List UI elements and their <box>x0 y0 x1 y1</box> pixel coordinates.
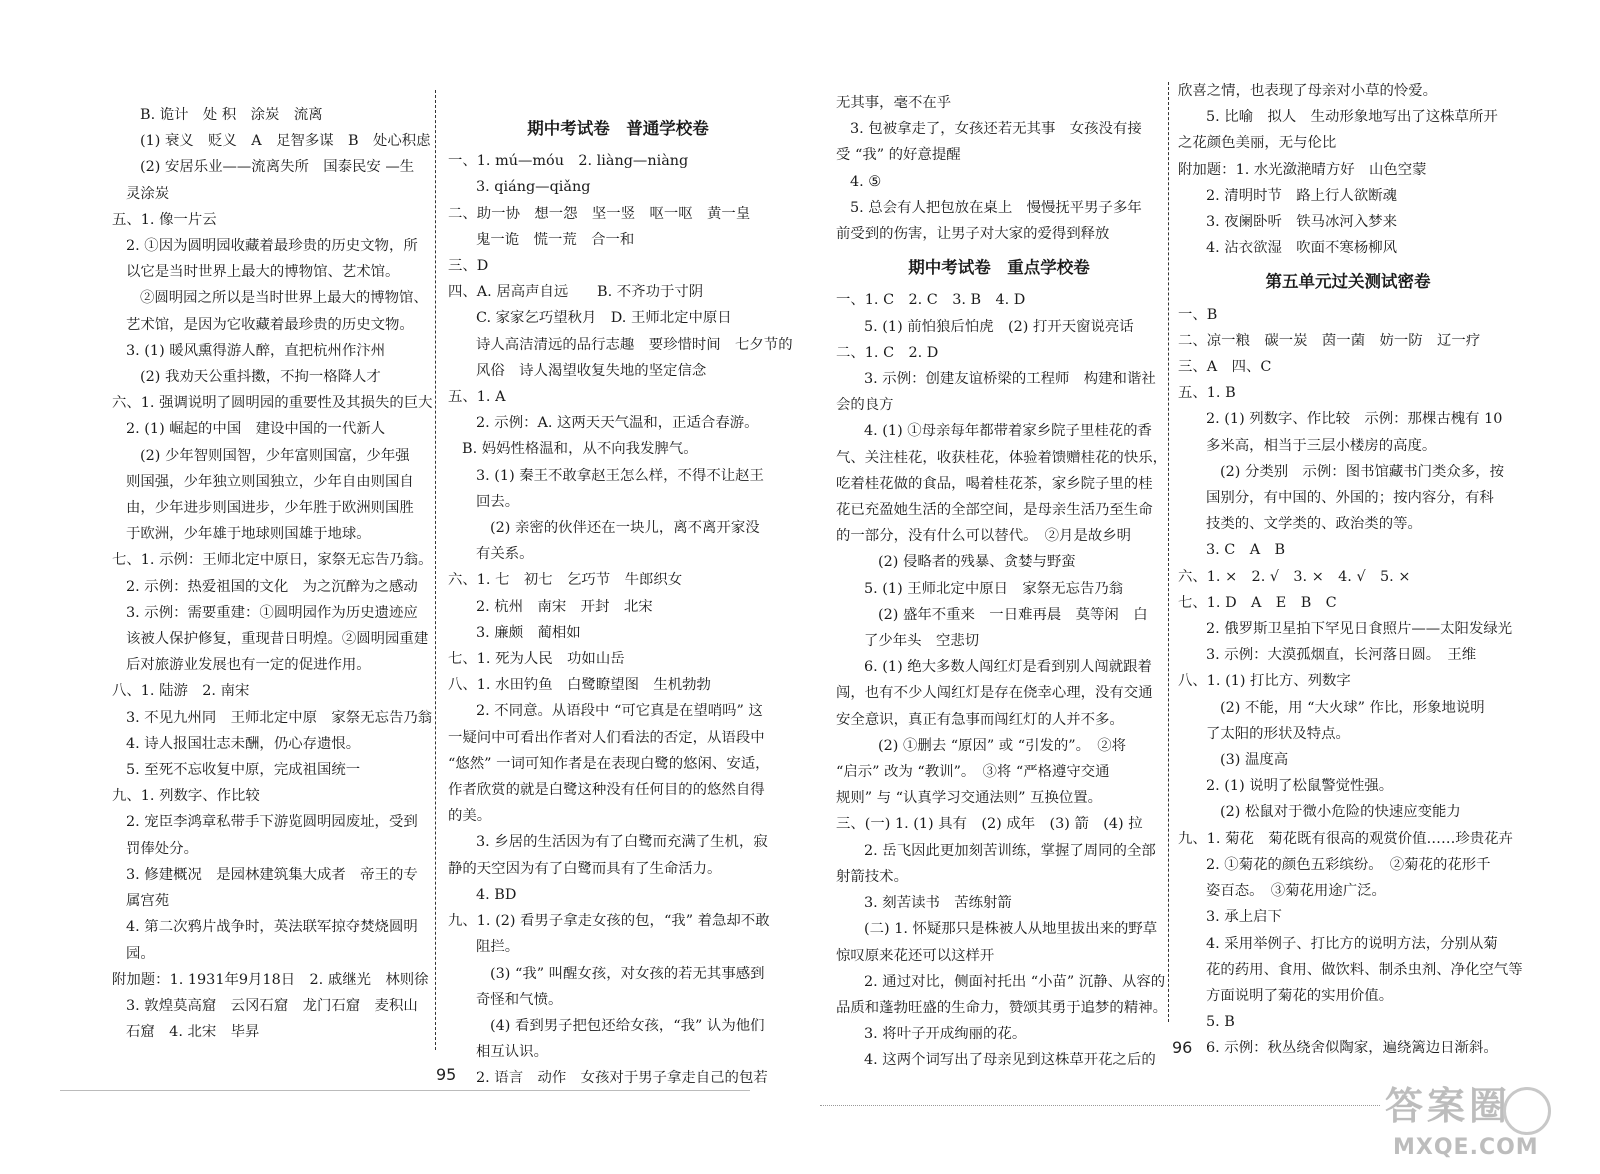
answer-line: 之花颜色美丽，无与伦比 <box>1178 135 1337 152</box>
answer-line: (二) 1. 怀疑那只是株被人从地里拔出来的野草 <box>864 921 1158 938</box>
bottom-rule-left <box>60 1090 750 1091</box>
answer-line: 3. 不见九州同 王师北定中原 家祭无忘告乃翁 <box>126 709 433 726</box>
answer-line: (2) 我劝天公重抖擞，不拘一格降人才 <box>140 369 381 386</box>
answer-line: 技类的、文学类的、政治类的等。 <box>1206 516 1422 533</box>
answer-line: 3. C A B <box>1206 542 1286 559</box>
answer-line: 气、关注桂花，收获桂花，体验着馈赠桂花的快乐， <box>836 449 1167 466</box>
watermark-logo <box>1385 1083 1590 1165</box>
answer-line: 无其事，毫不在乎 <box>836 95 952 111</box>
answer-line: 3. (1) 暖风熏得游人醉，直把杭州作汴州 <box>126 342 386 359</box>
answer-line: 艺术馆，是因为它收藏着最珍贵的历史文物。 <box>126 316 414 333</box>
answer-line: (3) “我” 叫醒女孩，对女孩的若无其事感到 <box>490 965 765 982</box>
answer-line: 4. BD <box>476 886 517 903</box>
answer-line: 九、1. 列数字、作比较 <box>112 788 260 805</box>
answer-line: 静的天空因为有了白鹭而具有了生命活力。 <box>448 860 722 877</box>
answer-line: 回去。 <box>476 493 520 510</box>
answer-line: 由，少年进步则国进步，少年胜于欧洲则国胜 <box>126 500 414 517</box>
answer-line: 2. 语言 动作 女孩对于男子拿走自己的包若 <box>476 1070 768 1087</box>
answer-line: 属宫苑 <box>126 893 170 910</box>
answer-line: 规则” 与 “认真学习交通法则” 互换位置。 <box>836 790 1103 807</box>
answer-line: 方面说明了菊花的实用价值。 <box>1206 987 1394 1004</box>
section-heading: 期中考试卷 普通学校卷 <box>527 119 709 138</box>
answer-line: 二、1. C 2. D <box>836 344 939 361</box>
answer-line: (3) 温度高 <box>1220 752 1289 769</box>
answer-line: 花的药用、食用、做饮料、制杀虫剂、净化空气等 <box>1206 961 1523 978</box>
answer-line: 国别分，有中国的、外国的；按内容分，有科 <box>1206 490 1494 507</box>
answer-line: (2) 亲密的伙伴还在一块儿，离不离开家没 <box>490 520 760 537</box>
answer-line: 花已充盈她生活的全部空间，是母亲生活乃至生命 <box>836 502 1153 519</box>
answer-line: 罚俸处分。 <box>126 840 198 857</box>
answer-line: 五、1. A <box>448 389 506 406</box>
answer-line: 2. (1) 崛起的中国 建设中国的一代新人 <box>126 421 386 438</box>
answer-line: 3. qiáng—qiǎng <box>476 179 591 196</box>
answer-line: 2. 杭州 南宋 开封 北宋 <box>476 598 653 615</box>
answer-line: 园。 <box>126 945 155 962</box>
watermark-badge-icon <box>1503 1087 1551 1135</box>
answer-line: 2. (1) 说明了松鼠警觉性强。 <box>1206 778 1394 795</box>
answer-column-2 <box>448 108 793 1092</box>
answer-line: 5. 至死不忘收复中原，完成祖国统一 <box>126 762 361 779</box>
answer-line: 闯，也有不少人闯红灯是存在侥幸心理，没有交通 <box>836 685 1153 702</box>
answer-line: 后对旅游业发展也有一定的促进作用。 <box>126 657 371 674</box>
answer-line: 七、1. D A E B C <box>1178 594 1337 611</box>
answer-column-4 <box>1178 78 1523 1062</box>
answer-line: 八、1. (1) 打比方、列数字 <box>1178 673 1351 690</box>
answer-line: 有关系。 <box>476 546 534 563</box>
answer-line: 四、A. 居高声自远 B. 不齐功于寸阴 <box>448 284 704 301</box>
answer-line: 2. ①因为圆明园收藏着最珍贵的历史文物，所 <box>126 238 418 255</box>
answer-line: (2) 松鼠对于微小危险的快速应变能力 <box>1220 804 1461 821</box>
answer-line: 2. ①菊花的颜色五彩缤纷。 ②菊花的花形千 <box>1206 856 1491 873</box>
column-divider-right <box>1168 82 1169 1022</box>
answer-line: (2) 安居乐业——流离失所 国泰民安 —生 <box>140 159 415 176</box>
answer-line: C. 家家乞巧望秋月 D. 王师北定中原日 <box>476 310 732 327</box>
answer-line: 一、1. C 2. C 3. B 4. D <box>836 292 1026 309</box>
answer-line: 石窟 4. 北宋 毕昇 <box>126 1024 260 1041</box>
answer-line: 4. 第二次鸦片战争时，英法联军掠夺焚烧圆明 <box>126 919 418 936</box>
section-heading: 第五单元过关测试密卷 <box>1265 272 1431 292</box>
section-heading: 期中考试卷 重点学校卷 <box>908 258 1090 278</box>
answer-line: 该被人保护修复，重现昔日明煌。②圆明园重建 <box>126 631 429 648</box>
answer-line: 4. (1) ①母亲每年都带着家乡院子里桂花的香 <box>864 423 1152 440</box>
answer-column-1 <box>112 102 433 1045</box>
answer-line: (2) 侵略者的残暴、贪婪与野蛮 <box>878 554 1076 571</box>
answer-line: 了太阳的形状及特点。 <box>1206 725 1350 742</box>
answer-line: 5. B <box>1206 1014 1235 1031</box>
answer-line: 2. 岳飞因此更加刻苦训练，掌握了周同的全部 <box>864 842 1156 859</box>
answer-line: 八、1. 陆游 2. 南宋 <box>112 683 250 700</box>
answer-line: 前受到的伤害，让男子对大家的爱得到释放 <box>836 226 1110 243</box>
answer-line: 附加题：1. 1931年9月18日 2. 戚继光 林则徐 <box>112 971 429 988</box>
answer-line: 2. 示例：热爱祖国的文化 为之沉醉为之感动 <box>126 578 418 595</box>
answer-line: 2. 俄罗斯卫星拍下罕见日食照片——太阳发绿光 <box>1206 621 1513 638</box>
answer-line: 八、1. 水田钓鱼 白鹭瞭望图 生机勃勃 <box>448 677 711 694</box>
answer-line: 3. 包被拿走了，女孩还若无其事 女孩没有接 <box>850 121 1142 138</box>
answer-line: 一疑问中可看出作者对人们看法的否定，从语段中 <box>448 729 765 746</box>
answer-line: 5. (1) 王师北定中原日 家祭无忘告乃翁 <box>864 580 1124 597</box>
answer-line: 则国强，少年独立则国独立，少年自由则国自 <box>126 473 414 490</box>
answer-line: 九、1. 菊花 菊花既有很高的观赏价值……珍贵花卉 <box>1178 830 1513 847</box>
answer-line: (4) 看到男子把包还给女孩，“我” 认为他们 <box>490 1017 765 1034</box>
answer-line: 2. 清明时节 路上行人欲断魂 <box>1206 187 1397 204</box>
answer-line: 二、凉一粮 碳一炭 茵一菌 妨一防 辽一疗 <box>1178 332 1481 349</box>
answer-line: (2) 盛年不重来 一日难再晨 莫等闲 白 <box>878 606 1148 623</box>
answer-line: 欣喜之情，也表现了母亲对小草的怜爱。 <box>1178 83 1438 99</box>
answer-line: 鬼一诡 慌一荒 合一和 <box>476 231 635 248</box>
answer-line: 五、1. B <box>1178 385 1236 402</box>
answer-line: 6. (1) 绝大多数人闯红灯是看到别人闯就跟着 <box>864 659 1152 676</box>
page-number-left: 95 <box>436 1065 457 1084</box>
answer-line: 安全意识，真正有急事而闯红灯的人并不多。 <box>836 711 1124 728</box>
answer-line: ②圆明园之所以是当时世界上最大的博物馆、 <box>140 290 428 307</box>
answer-line: 三、(一) 1. (1) 具有 (2) 成年 (3) 箭 (4) 拉 <box>836 816 1143 833</box>
answer-line: 七、1. 死为人民 功如山岳 <box>448 651 625 668</box>
answer-line: 3. 乡居的生活因为有了白鹭而充满了生机，寂 <box>476 834 768 851</box>
answer-line: 3. 修建概况 是园林建筑集大成者 帝王的专 <box>126 866 418 883</box>
bottom-rule-right <box>820 1105 1380 1106</box>
answer-line: 的一部分，没有什么可以替代。 ②月是故乡明 <box>836 528 1132 545</box>
answer-line: 于欧洲，少年雄于地球则国雄于地球。 <box>126 526 371 543</box>
page-number-right: 96 <box>1172 1038 1193 1057</box>
answer-line: 4. 诗人报国壮志未酬，仍心存遗恨。 <box>126 735 361 752</box>
answer-line: 多米高，相当于三层小楼房的高度。 <box>1206 437 1437 454</box>
answer-line: 一、B <box>1178 306 1218 323</box>
answer-line: 诗人高洁清远的品行志趣 要珍惜时间 七夕节的 <box>476 336 793 353</box>
answer-line: 五、1. 像一片云 <box>112 211 217 228</box>
answer-line: 作者欣赏的就是白鹭这种没有任何目的的悠然自得 <box>448 782 765 799</box>
answer-line: 六、1. 强调说明了圆明园的重要性及其损失的巨大 <box>112 395 433 412</box>
answer-line: 阻拦。 <box>476 939 520 956</box>
answer-line: 了少年头 空悲切 <box>864 633 980 650</box>
answer-line: (2) 分类别 示例：图书馆藏书门类众多，按 <box>1220 463 1504 480</box>
answer-line: 3. 承上启下 <box>1206 909 1282 926</box>
answer-line: 3. 示例：需要重建：①圆明园作为历史遗迹应 <box>126 604 418 621</box>
answer-line: 4. 采用举例子、打比方的说明方法，分别从菊 <box>1206 935 1498 952</box>
answer-line: 三、D <box>448 258 489 275</box>
answer-line: 附加题：1. 水光潋滟晴方好 山色空蒙 <box>1178 161 1427 178</box>
answer-line: 品质和蓬勃旺盛的生命力，赞颂其勇于追梦的精神。 <box>836 999 1167 1016</box>
answer-line: 会的良方 <box>836 397 894 414</box>
answer-line: 姿百态。 ③菊花用途广泛。 <box>1206 883 1386 900</box>
answer-line: 4. 沾衣欲湿 吹面不寒杨柳风 <box>1206 240 1397 257</box>
answer-line: 奇怪和气愤。 <box>476 991 563 1008</box>
watermark-title: 答案圈 <box>1385 1084 1512 1128</box>
answer-line: 灵涂炭 <box>126 185 170 202</box>
answer-line: 3. 将叶子开成绚丽的花。 <box>864 1026 1027 1043</box>
answer-line: (1) 衰义 贬义 A 足智多谋 B 处心积虑 <box>140 133 431 150</box>
answer-line: “启示” 改为 “教训”。 ③将 “严格遵守交通 <box>836 764 1110 781</box>
answer-line: 相互认识。 <box>476 1044 548 1061</box>
answer-line: (2) ①删去 “原因” 或 “引发的”。 ②将 <box>878 737 1126 754</box>
answer-line: 2. 通过对比，侧面衬托出 “小苗” 沉静、从容的 <box>864 973 1166 990</box>
answer-line: B. 诡计 处 积 涂炭 流离 <box>140 107 323 123</box>
answer-line: 二、助一协 想一怨 坚一竖 呕一呕 黄一皇 <box>448 205 751 222</box>
answer-line: 5. (1) 前怕狼后怕虎 (2) 打开天窗说亮话 <box>864 318 1134 335</box>
answer-line: 七、1. 示例：王师北定中原日，家祭无忘告乃翁。 <box>112 552 433 569</box>
answer-line: 3. 示例：大漠孤烟直，长河落日圆。 王维 <box>1206 647 1477 664</box>
answer-line: 惊叹原来花还可以这样开 <box>836 947 995 964</box>
answer-line: 3. (1) 秦王不敢拿赵王怎么样，不得不让赵王 <box>476 467 764 484</box>
answer-column-3 <box>836 90 1167 1074</box>
answer-line: 吃着桂花做的食品，喝着桂花茶，家乡院子里的桂 <box>836 475 1153 492</box>
answer-line: 4. ⑤ <box>850 173 882 190</box>
answer-line: 射箭技术。 <box>836 868 908 885</box>
answer-line: 3. 廉颇 蔺相如 <box>476 624 581 641</box>
answer-line: 2. 不同意。从语段中 “可它真是在望哨吗” 这 <box>476 703 763 720</box>
answer-line: 6. 示例：秋丛绕舍似陶家，遍绕篱边日渐斜。 <box>1206 1040 1498 1057</box>
answer-line: 六、1. × 2. √ 3. × 4. √ 5. × <box>1178 568 1411 585</box>
answer-line: 5. 比喻 拟人 生动形象地写出了这株草所开 <box>1206 109 1498 126</box>
answer-line: 3. 敦煌莫高窟 云冈石窟 龙门石窟 麦积山 <box>126 997 418 1014</box>
answer-line: 的美。 <box>448 808 492 825</box>
answer-line: 4. 这两个词写出了母亲见到这株草开花之后的 <box>864 1052 1156 1069</box>
answer-line: 一、1. mú—móu 2. liàng—niàng <box>448 153 689 170</box>
answer-line: 三、A 四、C <box>1178 359 1272 376</box>
answer-line: 以它是当时世界上最大的博物馆、艺术馆。 <box>126 264 400 281</box>
column-divider-left <box>435 90 436 1050</box>
answer-line: 2. 宠臣李鸿章私带手下游览圆明园废址，受到 <box>126 814 418 831</box>
answer-line: 受 “我” 的好意提醒 <box>836 147 961 164</box>
answer-line: (2) 少年智则国智，少年富则国富，少年强 <box>140 447 410 464</box>
watermark-url: MXQE.COM <box>1393 1135 1539 1160</box>
answer-line: 九、1. (2) 看男子拿走女孩的包，“我” 着急却不敢 <box>448 913 770 930</box>
answer-line: B. 妈妈性格温和，从不向我发脾气。 <box>462 441 698 458</box>
answer-line: (2) 不能，用 “大火球” 作比，形象地说明 <box>1220 699 1485 716</box>
answer-line: 3. 刻苦读书 苦练射箭 <box>864 895 1012 912</box>
answer-line: “悠然” 一词可知作者是在表现白鹭的悠闲、安适， <box>448 755 770 772</box>
answer-line: 2. 示例：A. 这两天天气温和，正适合春游。 <box>476 415 759 432</box>
answer-line: 2. (1) 列数字、作比较 示例：那棵古槐有 10 <box>1206 411 1503 428</box>
answer-line: 六、1. 七 初七 乞巧节 牛郎织女 <box>448 572 683 589</box>
answer-line: 风俗 诗人渴望收复失地的坚定信念 <box>476 362 707 379</box>
answer-line: 5. 总会有人把包放在桌上 慢慢抚平男子多年 <box>850 199 1142 216</box>
answer-line: 3. 夜阑卧听 铁马冰河入梦来 <box>1206 214 1397 231</box>
answer-line: 3. 示例：创建友谊桥梁的工程师 构建和谐社 <box>864 371 1156 388</box>
